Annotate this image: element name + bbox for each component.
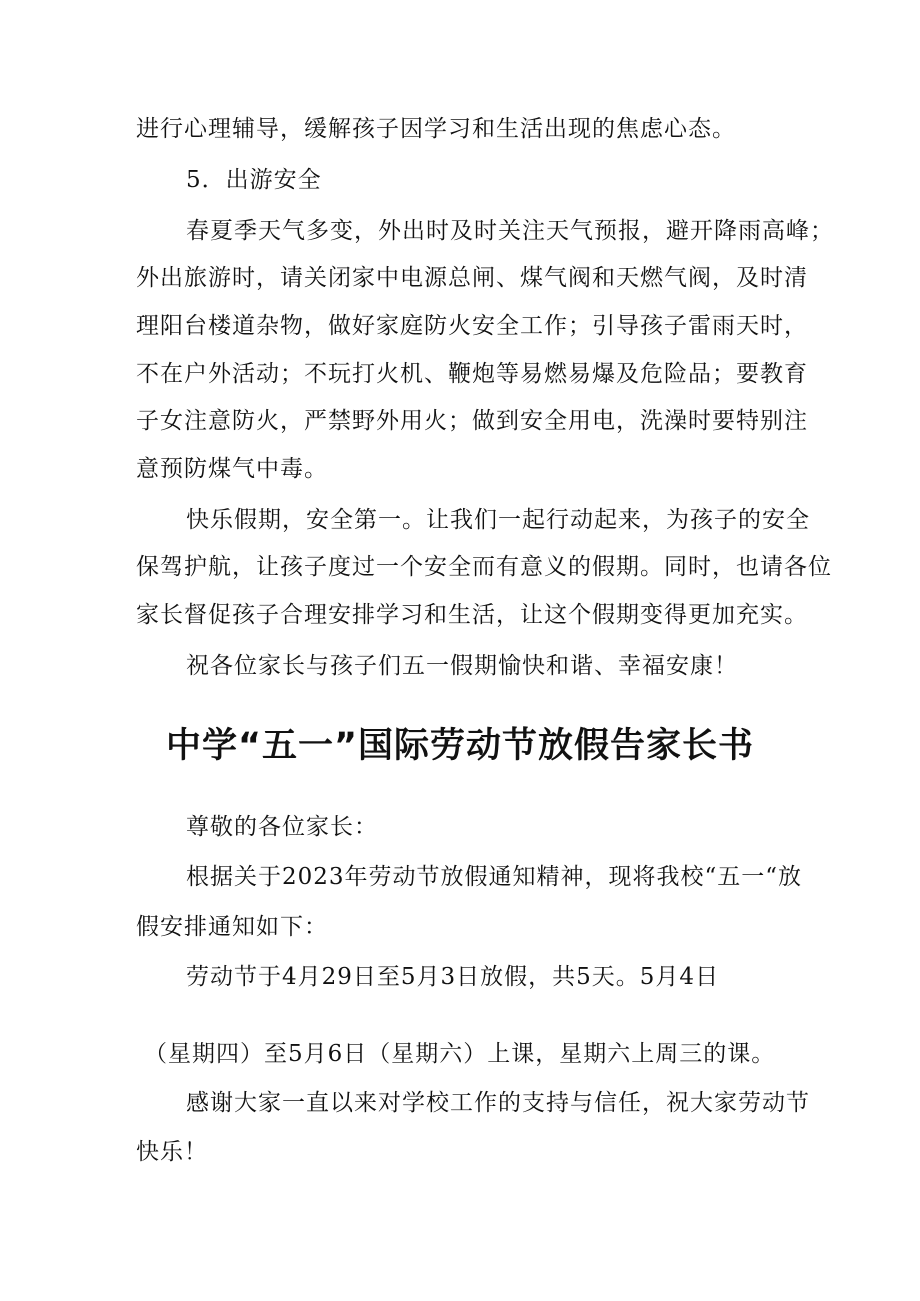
document-title: 中学“五一”国际劳动节放假告家长书 (165, 726, 754, 766)
paragraph-line: 春夏季天气多变，外出时及时关注天气预报，避开降雨高峰； (186, 218, 834, 244)
paragraph-line: 根据关于2023年劳动节放假通知精神，现将我校“五一“放 (186, 864, 803, 890)
paragraph-line: 假安排通知如下： (136, 914, 328, 940)
text-line-counseling: 进行心理辅导，缓解孩子因学习和生活出现的焦虑心态。 (136, 116, 736, 142)
paragraph-line: 快乐假期，安全第一。让我们一起行动起来，为孩子的安全 (186, 507, 810, 533)
paragraph-line: 子女注意防火，严禁野外用火；做到安全用电，洗澡时要特别注 (136, 408, 808, 434)
greeting: 尊敬的各位家长： (186, 814, 378, 840)
class-schedule-line: （星期四）至5月6日（星期六）上课，星期六上周三的课。 (144, 1041, 776, 1067)
paragraph-line: 感谢大家一直以来对学校工作的支持与信任，祝大家劳动节 (186, 1090, 810, 1116)
paragraph-line: 意预防煤气中毒。 (136, 456, 328, 482)
paragraph-line: 快乐！ (136, 1139, 208, 1165)
paragraph-line: 保驾护航，让孩子度过一个安全而有意义的假期。同时，也请各位 (136, 554, 832, 580)
paragraph-line: 理阳台楼道杂物，做好家庭防火安全工作；引导孩子雷雨天时， (136, 313, 808, 339)
holiday-dates-line: 劳动节于4月29日至5月3日放假，共5天。5月4日 (186, 964, 720, 990)
paragraph-line: 外出旅游时，请关闭家中电源总闸、煤气阀和天燃气阀，及时清 (136, 265, 808, 291)
paragraph-line: 不在户外活动；不玩打火机、鞭炮等易燃易爆及危险品；要教育 (136, 361, 808, 387)
section-heading-travel-safety: 5．出游安全 (186, 167, 322, 193)
paragraph-line: 家长督促孩子合理安排学习和生活，让这个假期变得更加充实。 (136, 602, 808, 628)
closing-wish: 祝各位家长与孩子们五一假期愉快和谐、幸福安康！ (186, 653, 738, 679)
